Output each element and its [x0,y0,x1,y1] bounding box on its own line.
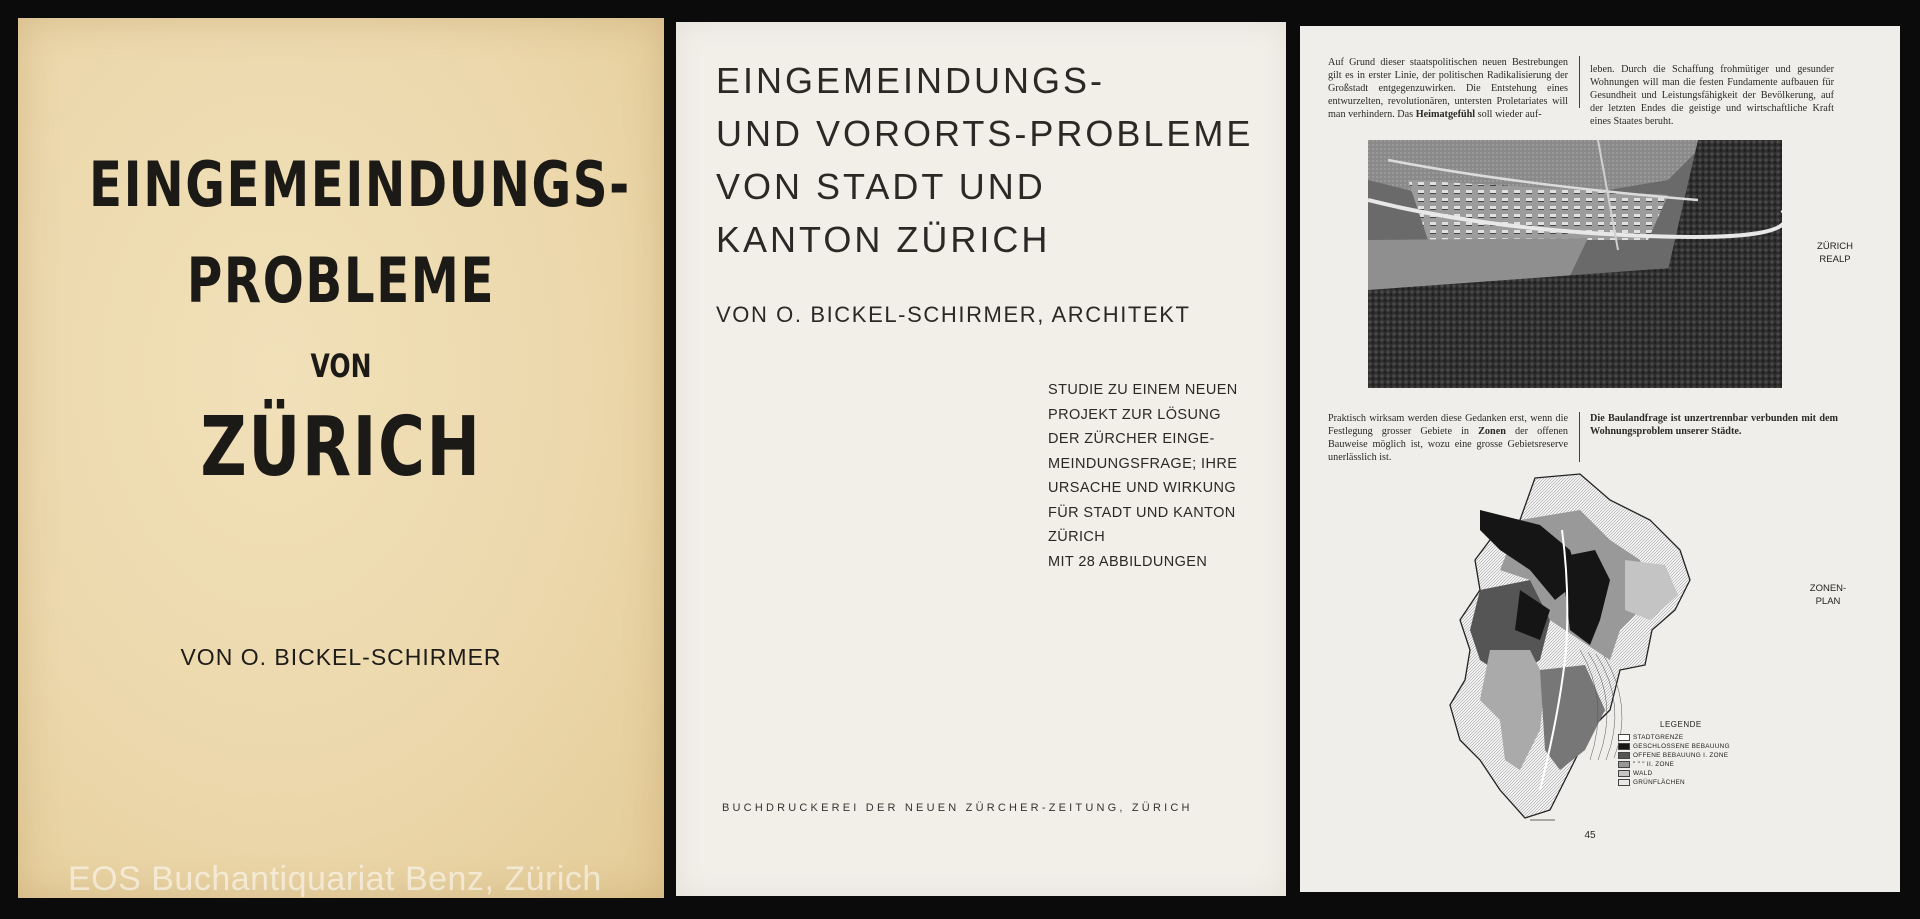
legend-swatch [1618,743,1630,750]
legend-item [1618,733,1730,741]
legend-item [1618,742,1730,750]
legend-item [1618,760,1730,768]
description-line: MIT 28 ABBILDUNGEN [1048,553,1208,570]
legend-swatch [1618,779,1630,786]
column-3-text: Praktisch wirksam werden diese Gedanken erst, wenn die Festlegung grosser Gebiete in [1328,413,1568,437]
map-caption [1763,582,1893,608]
legend-swatch [1618,761,1630,768]
legend-label: GRÜNFLÄCHEN [1633,778,1685,786]
cover-title-line-4: ZÜRICH [200,400,482,495]
photo-caption-line-2: REALP [1819,254,1851,265]
column-3-bold: Zonen [1478,426,1506,437]
cover-title-line-3: VON [310,347,372,385]
cover-author: VON O. BICKEL-SCHIRMER [180,644,502,670]
description-line: ZÜRICH [1048,529,1106,545]
aerial-photo [1368,140,1782,388]
legend-swatch [1618,752,1630,759]
description-line: FÜR STADT UND KANTON [1048,504,1236,521]
legend-rows [1618,733,1730,786]
legend-label: " " " II. ZONE [1633,760,1675,768]
title-line-2: UND VORORTS-PROBLEME [716,113,1254,154]
title-description [1048,378,1238,574]
column-3-tail: der offenen Bauweise möglich ist, wozu eine grosse Gebietsreserve unerlässlich ist. [1328,426,1569,463]
text-column-2: leben. Durch die Schaffung frohmütiger und gesunder Wohnungen will man die festen Fundamente aufbauen für Gesundheit und Leistungsfähigkeit der Bevölkerung, auf der letzten Endes die geistige und wirtschaftliche Kraft eines Staates beruht. [1590,64,1834,127]
title-byline: VON O. BICKEL-SCHIRMER, ARCHITEKT [716,302,1191,327]
map-legend [1618,720,1730,787]
text-column-1 [1328,56,1568,121]
book-cover [18,18,664,898]
column-1-tail: soll wieder auf- [1477,109,1542,120]
title-line-3: VON STADT UND [716,166,1046,207]
column-1-bold: Heimatgefühl [1415,109,1476,120]
legend-item [1618,751,1730,759]
legend-item [1618,769,1730,777]
inner-page-45 [1300,26,1900,892]
column-divider [1579,56,1580,108]
photo-caption [1770,240,1900,266]
column-divider [1579,412,1580,462]
map-caption-line-2: PLAN [1815,596,1841,607]
description-line: STUDIE ZU EINEM NEUEN [1048,382,1238,398]
description-line: PROJEKT ZUR LÖSUNG [1048,406,1221,423]
watermark: EOS Buchantiquariat Benz, Zürich [68,860,602,898]
map-caption-line-1: ZONEN- [1809,583,1847,594]
legend-label: STADTGRENZE [1633,733,1684,741]
description-line: URSACHE UND WIRKUNG [1048,480,1237,496]
column-1-text: Auf Grund dieser staatspolitischen neuen Bestrebungen gilt es in erster Linie, der politischen Radikalisierung der Großstadt entgegenzuwirken. Die Entstehung eines entwurzelten, revolutionären, untersten Proletariates will man verhindern. Das [1328,57,1568,120]
photo-caption-line-1: ZÜRICH [1817,241,1853,252]
legend-label: OFFENE BEBAUUNG I. ZONE [1633,751,1729,759]
text-column-4: Die Baulandfrage ist unzertrennbar verbunden mit dem Wohnungsproblem unserer Städte. [1590,413,1838,437]
text-column-3 [1328,412,1568,464]
legend-swatch [1618,770,1630,777]
legend-title: LEGENDE [1660,720,1702,729]
title-page [676,22,1286,896]
cover-title-line-2: PROBLEME [186,244,496,317]
description-line: DER ZÜRCHER EINGE- [1048,431,1215,447]
legend-label: GESCHLOSSENE BEBAUUNG [1633,742,1730,750]
page-number: 45 [1584,830,1596,841]
title-line-4: KANTON ZÜRICH [716,219,1051,260]
description-line: MEINDUNGSFRAGE; IHRE [1048,455,1238,472]
legend-label: WALD [1633,769,1653,777]
legend-item [1618,778,1730,786]
title-line-1: EINGEMEINDUNGS- [716,60,1106,101]
cover-title-line-1: EINGEMEINDUNGS- [89,148,631,221]
legend-swatch [1618,734,1630,741]
printer-imprint: BUCHDRUCKEREI DER NEUEN ZÜRCHER-ZEITUNG, ZÜRICH [722,802,1193,814]
